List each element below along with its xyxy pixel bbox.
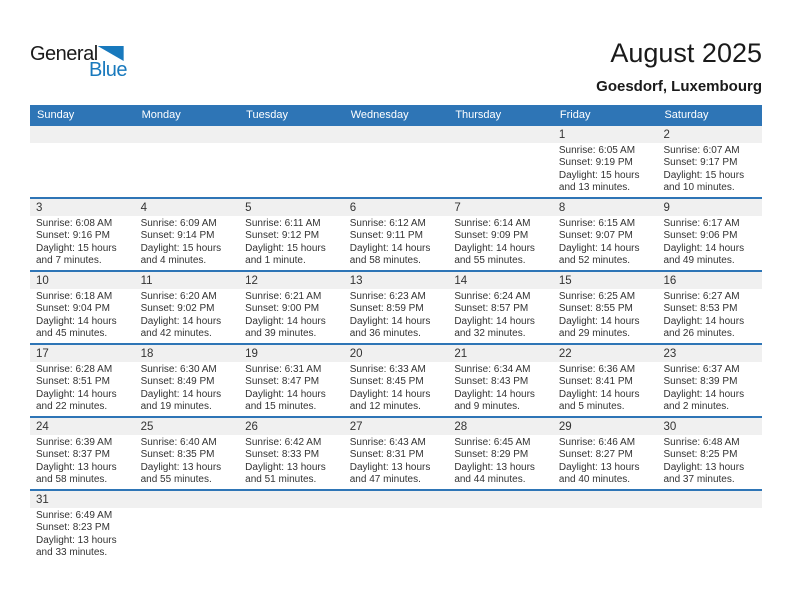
daylight-text-line1: Daylight: 14 hours (349, 242, 431, 254)
day-number (448, 126, 553, 143)
daylight-text-line1: Daylight: 13 hours (663, 461, 745, 473)
day-number: 17 (30, 345, 135, 362)
sunset-text: Sunset: 8:43 PM (454, 376, 529, 388)
sunset-text: Sunset: 8:37 PM (36, 449, 110, 461)
day-number: 5 (239, 199, 344, 216)
daylight-text-line1: Daylight: 14 hours (454, 388, 535, 400)
sunrise-text: Sunrise: 6:37 AM (663, 364, 740, 375)
day-details (30, 216, 135, 267)
day-details (239, 435, 344, 486)
day-number: 6 (344, 199, 449, 216)
weekday-header-tuesday: Tuesday (246, 109, 288, 121)
daylight-text-line2: and 32 minutes. (454, 327, 526, 339)
daylight-text-line1: Daylight: 14 hours (558, 242, 640, 254)
day-number: 25 (135, 418, 240, 435)
sunset-text: Sunset: 8:57 PM (454, 303, 529, 315)
sunset-text: Sunset: 9:16 PM (36, 230, 110, 242)
title-block (596, 38, 762, 95)
day-details (30, 508, 135, 559)
daylight-text-line1: Daylight: 15 hours (558, 169, 640, 181)
sunset-text: Sunset: 9:19 PM (558, 157, 633, 169)
sunrise-text: Sunrise: 6:23 AM (349, 291, 426, 302)
weekday-header-wednesday: Wednesday (350, 109, 409, 121)
day-details (448, 508, 553, 510)
day-cell-empty (448, 491, 553, 564)
day-cell-empty (239, 126, 344, 197)
daylight-text-line1: Daylight: 14 hours (36, 315, 117, 327)
daylight-text-line1: Daylight: 14 hours (349, 315, 431, 327)
day-number: 22 (553, 345, 658, 362)
day-cell-18 (135, 345, 240, 416)
day-cell-empty (553, 491, 658, 564)
day-details (657, 508, 762, 510)
daylight-text-line1: Daylight: 14 hours (558, 388, 640, 400)
daylight-text-line2: and 1 minute. (245, 254, 306, 266)
daylight-text-line2: and 7 minutes. (36, 254, 102, 266)
daylight-text-line2: and 58 minutes. (349, 254, 421, 266)
day-number (657, 491, 762, 508)
daylight-text-line2: and 52 minutes. (558, 254, 631, 266)
day-cell-empty (448, 126, 553, 197)
day-cell-29 (553, 418, 658, 489)
daylight-text-line2: and 55 minutes. (454, 254, 526, 266)
sunrise-text: Sunrise: 6:14 AM (454, 218, 531, 229)
calendar-weeks (30, 126, 762, 564)
weekday-header-thursday: Thursday (455, 109, 502, 121)
daylight-text-line1: Daylight: 13 hours (140, 461, 222, 473)
sunrise-text: Sunrise: 6:17 AM (663, 218, 740, 229)
logo-text-general: General (30, 43, 98, 65)
daylight-text-line1: Daylight: 14 hours (140, 315, 222, 327)
day-cell-24 (30, 418, 135, 489)
day-details (30, 289, 135, 340)
day-number: 8 (553, 199, 658, 216)
day-number: 12 (239, 272, 344, 289)
day-number: 18 (135, 345, 240, 362)
day-cell-25 (135, 418, 240, 489)
sunrise-text: Sunrise: 6:08 AM (36, 218, 113, 229)
day-number: 20 (344, 345, 449, 362)
day-details (30, 362, 135, 413)
sunset-text: Sunset: 9:07 PM (558, 230, 633, 242)
day-number: 30 (657, 418, 762, 435)
daylight-text-line1: Daylight: 15 hours (36, 242, 117, 254)
day-cell-6 (344, 199, 449, 270)
day-details (448, 143, 553, 145)
day-details (448, 362, 553, 413)
week-row (30, 345, 762, 418)
day-number (553, 491, 658, 508)
sunset-text: Sunset: 9:11 PM (349, 230, 423, 242)
day-cell-28 (448, 418, 553, 489)
page-subtitle: Goesdorf, Luxembourg (596, 78, 762, 95)
day-number: 23 (657, 345, 762, 362)
sunrise-text: Sunrise: 6:18 AM (36, 291, 113, 302)
daylight-text-line2: and 51 minutes. (245, 473, 317, 485)
day-details (135, 435, 240, 486)
day-cell-27 (344, 418, 449, 489)
sunrise-text: Sunrise: 6:33 AM (349, 364, 426, 375)
day-number: 19 (239, 345, 344, 362)
day-number: 26 (239, 418, 344, 435)
daylight-text-line1: Daylight: 13 hours (36, 534, 117, 546)
day-cell-empty (657, 491, 762, 564)
daylight-text-line2: and 58 minutes. (36, 473, 108, 485)
week-row (30, 418, 762, 491)
daylight-text-line1: Daylight: 13 hours (349, 461, 431, 473)
day-number: 13 (344, 272, 449, 289)
daylight-text-line2: and 19 minutes. (140, 400, 212, 412)
sunrise-text: Sunrise: 6:34 AM (454, 364, 531, 375)
weekday-header-sunday: Sunday (37, 109, 75, 121)
day-number (30, 126, 135, 143)
day-details (239, 508, 344, 510)
day-details (135, 143, 240, 145)
daylight-text-line2: and 4 minutes. (140, 254, 207, 266)
day-details (657, 362, 762, 413)
sunset-text: Sunset: 8:31 PM (349, 449, 424, 461)
day-cell-11 (135, 272, 240, 343)
day-cell-17 (30, 345, 135, 416)
sunset-text: Sunset: 9:02 PM (140, 303, 215, 315)
logo-text-blue: Blue (89, 59, 128, 81)
sunset-text: Sunset: 9:00 PM (245, 303, 320, 315)
day-number: 3 (30, 199, 135, 216)
day-cell-5 (239, 199, 344, 270)
day-details (239, 362, 344, 413)
sunset-text: Sunset: 8:23 PM (36, 522, 110, 534)
daylight-text-line2: and 47 minutes. (349, 473, 421, 485)
day-number: 29 (553, 418, 658, 435)
day-details (344, 362, 449, 413)
weekday-header-monday: Monday (141, 109, 181, 121)
day-cell-9 (657, 199, 762, 270)
day-details (553, 362, 658, 413)
sunset-text: Sunset: 8:25 PM (663, 449, 738, 461)
sunset-text: Sunset: 8:33 PM (245, 449, 320, 461)
day-cell-7 (448, 199, 553, 270)
day-details (553, 435, 658, 486)
day-number: 2 (657, 126, 762, 143)
day-details (553, 143, 658, 194)
day-number: 31 (30, 491, 135, 508)
sunset-text: Sunset: 8:29 PM (454, 449, 529, 461)
daylight-text-line2: and 5 minutes. (558, 400, 625, 412)
sunrise-text: Sunrise: 6:24 AM (454, 291, 531, 302)
day-cell-16 (657, 272, 762, 343)
day-number: 11 (135, 272, 240, 289)
day-cell-empty (344, 126, 449, 197)
daylight-text-line1: Daylight: 14 hours (663, 242, 745, 254)
day-details (239, 216, 344, 267)
daylight-text-line2: and 33 minutes. (36, 546, 108, 558)
daylight-text-line1: Daylight: 13 hours (36, 461, 117, 473)
day-cell-empty (135, 126, 240, 197)
week-row (30, 126, 762, 199)
sunset-text: Sunset: 9:04 PM (36, 303, 110, 315)
daylight-text-line2: and 13 minutes. (558, 181, 631, 193)
sunrise-text: Sunrise: 6:25 AM (558, 291, 636, 302)
daylight-text-line1: Daylight: 14 hours (349, 388, 431, 400)
sunrise-text: Sunrise: 6:05 AM (558, 145, 636, 156)
sunset-text: Sunset: 8:41 PM (558, 376, 633, 388)
day-details (657, 216, 762, 267)
day-cell-2 (657, 126, 762, 197)
day-details (344, 508, 449, 510)
daylight-text-line2: and 39 minutes. (245, 327, 317, 339)
daylight-text-line2: and 15 minutes. (245, 400, 317, 412)
day-number: 27 (344, 418, 449, 435)
day-cell-15 (553, 272, 658, 343)
day-details (553, 289, 658, 340)
sunset-text: Sunset: 8:27 PM (558, 449, 633, 461)
week-row (30, 491, 762, 564)
sunrise-text: Sunrise: 6:28 AM (36, 364, 113, 375)
day-cell-empty (30, 126, 135, 197)
day-details (657, 289, 762, 340)
daylight-text-line2: and 37 minutes. (663, 473, 735, 485)
day-cell-1 (553, 126, 658, 197)
day-cell-empty (344, 491, 449, 564)
sunrise-text: Sunrise: 6:07 AM (663, 145, 740, 156)
daylight-text-line1: Daylight: 14 hours (663, 315, 745, 327)
day-cell-10 (30, 272, 135, 343)
daylight-text-line1: Daylight: 14 hours (663, 388, 745, 400)
day-cell-20 (344, 345, 449, 416)
daylight-text-line2: and 22 minutes. (36, 400, 108, 412)
week-row (30, 199, 762, 272)
day-number: 4 (135, 199, 240, 216)
daylight-text-line2: and 36 minutes. (349, 327, 421, 339)
sunset-text: Sunset: 8:51 PM (36, 376, 110, 388)
daylight-text-line2: and 40 minutes. (558, 473, 631, 485)
day-details (30, 435, 135, 486)
sunset-text: Sunset: 9:06 PM (663, 230, 738, 242)
day-number (135, 491, 240, 508)
day-number (135, 126, 240, 143)
sunset-text: Sunset: 8:49 PM (140, 376, 215, 388)
daylight-text-line2: and 12 minutes. (349, 400, 421, 412)
day-details (344, 289, 449, 340)
day-details (448, 289, 553, 340)
day-number: 10 (30, 272, 135, 289)
day-details (344, 216, 449, 267)
daylight-text-line1: Daylight: 14 hours (36, 388, 117, 400)
day-details (553, 508, 658, 510)
day-cell-26 (239, 418, 344, 489)
sunset-text: Sunset: 8:47 PM (245, 376, 320, 388)
daylight-text-line2: and 2 minutes. (663, 400, 730, 412)
day-number: 15 (553, 272, 658, 289)
day-details (239, 289, 344, 340)
day-number (448, 491, 553, 508)
day-cell-3 (30, 199, 135, 270)
day-cell-13 (344, 272, 449, 343)
sunrise-text: Sunrise: 6:27 AM (663, 291, 740, 302)
daylight-text-line1: Daylight: 13 hours (558, 461, 640, 473)
sunrise-text: Sunrise: 6:15 AM (558, 218, 636, 229)
sunset-text: Sunset: 9:12 PM (245, 230, 320, 242)
day-details (344, 435, 449, 486)
day-details (30, 143, 135, 145)
day-cell-empty (135, 491, 240, 564)
calendar (30, 105, 762, 564)
general-blue-logo (30, 44, 127, 80)
daylight-text-line2: and 9 minutes. (454, 400, 520, 412)
sunrise-text: Sunrise: 6:11 AM (245, 218, 321, 229)
weekday-header-saturday: Saturday (664, 109, 709, 121)
day-number: 28 (448, 418, 553, 435)
day-cell-23 (657, 345, 762, 416)
day-cell-30 (657, 418, 762, 489)
day-cell-31 (30, 491, 135, 564)
sunrise-text: Sunrise: 6:30 AM (140, 364, 217, 375)
day-cell-empty (239, 491, 344, 564)
daylight-text-line1: Daylight: 13 hours (454, 461, 535, 473)
day-cell-4 (135, 199, 240, 270)
day-details (553, 216, 658, 267)
day-number (344, 126, 449, 143)
daylight-text-line1: Daylight: 14 hours (454, 315, 535, 327)
daylight-text-line2: and 10 minutes. (663, 181, 735, 193)
sunrise-text: Sunrise: 6:45 AM (454, 437, 531, 448)
day-number: 7 (448, 199, 553, 216)
week-row (30, 272, 762, 345)
sunrise-text: Sunrise: 6:36 AM (558, 364, 636, 375)
day-cell-19 (239, 345, 344, 416)
page-title: August 2025 (610, 38, 762, 68)
sunrise-text: Sunrise: 6:42 AM (245, 437, 322, 448)
day-details (135, 508, 240, 510)
day-number (239, 126, 344, 143)
sunrise-text: Sunrise: 6:43 AM (349, 437, 426, 448)
sunset-text: Sunset: 8:35 PM (140, 449, 215, 461)
day-cell-14 (448, 272, 553, 343)
day-number: 16 (657, 272, 762, 289)
sunset-text: Sunset: 9:09 PM (454, 230, 529, 242)
day-details (135, 289, 240, 340)
day-number: 14 (448, 272, 553, 289)
day-details (657, 435, 762, 486)
day-cell-12 (239, 272, 344, 343)
daylight-text-line1: Daylight: 15 hours (245, 242, 326, 254)
daylight-text-line2: and 49 minutes. (663, 254, 735, 266)
day-details (135, 216, 240, 267)
day-details (448, 216, 553, 267)
day-details (657, 143, 762, 194)
sunset-text: Sunset: 9:17 PM (663, 157, 738, 169)
daylight-text-line2: and 29 minutes. (558, 327, 631, 339)
daylight-text-line2: and 26 minutes. (663, 327, 735, 339)
sunset-text: Sunset: 9:14 PM (140, 230, 215, 242)
day-number: 1 (553, 126, 658, 143)
daylight-text-line2: and 45 minutes. (36, 327, 108, 339)
sunrise-text: Sunrise: 6:21 AM (245, 291, 322, 302)
day-details (135, 362, 240, 413)
daylight-text-line2: and 44 minutes. (454, 473, 526, 485)
daylight-text-line1: Daylight: 14 hours (140, 388, 222, 400)
sunrise-text: Sunrise: 6:40 AM (140, 437, 217, 448)
daylight-text-line2: and 55 minutes. (140, 473, 212, 485)
sunset-text: Sunset: 8:59 PM (349, 303, 424, 315)
sunrise-text: Sunrise: 6:48 AM (663, 437, 740, 448)
day-details (239, 143, 344, 145)
sunrise-text: Sunrise: 6:20 AM (140, 291, 217, 302)
sunrise-text: Sunrise: 6:12 AM (349, 218, 426, 229)
daylight-text-line1: Daylight: 14 hours (558, 315, 640, 327)
sunset-text: Sunset: 8:39 PM (663, 376, 738, 388)
day-cell-21 (448, 345, 553, 416)
sunrise-text: Sunrise: 6:46 AM (558, 437, 636, 448)
sunrise-text: Sunrise: 6:49 AM (36, 510, 113, 521)
weekday-header-friday: Friday (559, 109, 591, 121)
daylight-text-line1: Daylight: 15 hours (663, 169, 745, 181)
day-number (344, 491, 449, 508)
sunrise-text: Sunrise: 6:39 AM (36, 437, 113, 448)
day-cell-8 (553, 199, 658, 270)
sunset-text: Sunset: 8:55 PM (558, 303, 633, 315)
daylight-text-line1: Daylight: 14 hours (245, 315, 326, 327)
day-number: 24 (30, 418, 135, 435)
sunset-text: Sunset: 8:45 PM (349, 376, 424, 388)
daylight-text-line1: Daylight: 14 hours (245, 388, 326, 400)
day-details (344, 143, 449, 145)
sunrise-text: Sunrise: 6:31 AM (245, 364, 322, 375)
weekday-header-row (30, 105, 762, 126)
daylight-text-line2: and 42 minutes. (140, 327, 212, 339)
day-details (448, 435, 553, 486)
day-number: 21 (448, 345, 553, 362)
day-number (239, 491, 344, 508)
daylight-text-line1: Daylight: 14 hours (454, 242, 535, 254)
daylight-text-line1: Daylight: 15 hours (140, 242, 222, 254)
daylight-text-line1: Daylight: 13 hours (245, 461, 326, 473)
day-cell-22 (553, 345, 658, 416)
sunrise-text: Sunrise: 6:09 AM (140, 218, 217, 229)
sunset-text: Sunset: 8:53 PM (663, 303, 738, 315)
day-number: 9 (657, 199, 762, 216)
